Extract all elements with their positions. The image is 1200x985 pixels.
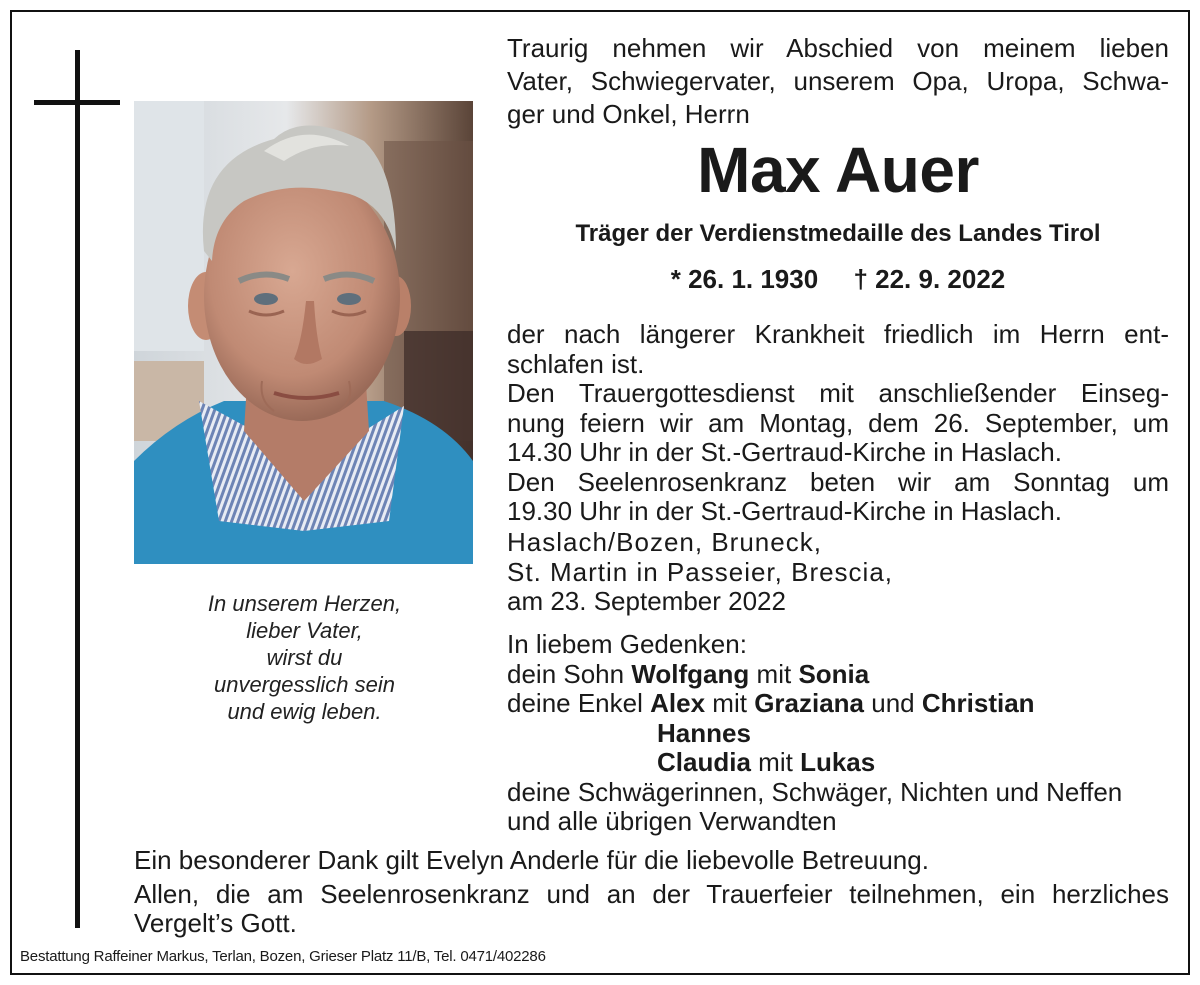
service-details bbox=[507, 320, 1169, 527]
obituary-notice bbox=[10, 10, 1190, 975]
grand-prefix: deine Enkel bbox=[507, 688, 643, 718]
grandchild-name: Hannes bbox=[657, 717, 751, 748]
body-line: 14.30 Uhr in der St.-Gertraud-Kirche in Haslach. bbox=[507, 437, 1062, 467]
mourner-relatives: deine Schwägerinnen, Schwäger, Nichten und Neffen bbox=[507, 776, 1123, 807]
cross-horizontal-bar bbox=[34, 100, 120, 105]
thanks-text bbox=[134, 846, 1169, 939]
body-line: schlafen ist. bbox=[507, 348, 645, 379]
quote-line: und ewig leben. bbox=[227, 699, 382, 724]
mourner-grandchildren bbox=[507, 689, 1169, 719]
son-prefix: dein Sohn bbox=[507, 658, 625, 689]
place-line: St. Martin in Passeier, Brescia, bbox=[507, 556, 894, 587]
body-line: Den Trauergottesdienst mit anschließender Einseg- bbox=[507, 378, 1169, 408]
son-partner-name: Sonia bbox=[798, 658, 870, 689]
body-line: 19.30 Uhr in der St.-Gertraud-Kirche in Haslach. bbox=[507, 496, 1062, 526]
mourner-grandchild bbox=[507, 748, 1169, 778]
birth-date: * 26. 1. 1930 bbox=[670, 264, 819, 294]
grand-and: und bbox=[871, 688, 915, 718]
intro-line: ger und Onkel, Herrn bbox=[507, 99, 750, 129]
mourner-grandchild bbox=[507, 719, 1169, 749]
life-dates bbox=[507, 262, 1169, 296]
intro-line: Traurig nehmen wir Abschied von meinem lieben bbox=[507, 33, 1169, 63]
quote-line: wirst du bbox=[266, 645, 343, 670]
body-line: der nach längerer Krankheit friedlich im Herrn ent- bbox=[507, 319, 1169, 349]
place-line: Haslach/Bozen, Bruneck, bbox=[507, 527, 822, 557]
cross-vertical-bar bbox=[75, 50, 80, 928]
place-and-date bbox=[507, 528, 1169, 617]
body-line: Den Seelenrosenkranz beten wir am Sonntag um bbox=[507, 466, 1169, 497]
grandchild-name: Claudia bbox=[657, 747, 751, 777]
mourner-others: und alle übrigen Verwandten bbox=[507, 806, 837, 836]
portrait-photo bbox=[134, 101, 473, 564]
grandchild-partner-name: Graziana bbox=[754, 688, 865, 718]
mourners-list bbox=[507, 630, 1169, 837]
honor-line: Träger der Verdienstmedaille des Landes Tirol bbox=[575, 220, 1101, 247]
body-line: nung feiern wir am Montag, dem 26. September, um bbox=[507, 407, 1169, 438]
memory-heading: In liebem Gedenken: bbox=[507, 629, 747, 659]
date-line: am 23. September 2022 bbox=[507, 586, 786, 616]
grand-with: mit bbox=[758, 747, 793, 777]
memorial-quote bbox=[162, 590, 447, 725]
death-date: † 22. 9. 2022 bbox=[853, 264, 1006, 294]
son-with: mit bbox=[756, 658, 792, 689]
funeral-home-footer: Bestattung Raffeiner Markus, Terlan, Bozen, Grieser Platz 11/B, Tel. 0471/402286 bbox=[20, 948, 546, 965]
grand-with: mit bbox=[712, 688, 747, 718]
deceased-name: Max Auer bbox=[697, 134, 979, 206]
thanks-line: Ein besonderer Dank gilt Evelyn Anderle für die liebevolle Betreuung. bbox=[134, 845, 929, 875]
son-name: Wolfgang bbox=[631, 658, 750, 689]
grandchild-partner-name: Lukas bbox=[800, 747, 876, 777]
thanks-line: Allen, die am Seelenrosenkranz und an der Trauerfeier teilnehmen, ein herzliches bbox=[134, 878, 1169, 909]
intro-line: Vater, Schwiegervater, unserem Opa, Uropa, Schwa- bbox=[507, 66, 1169, 96]
quote-line: In unserem Herzen, bbox=[207, 591, 402, 616]
mourner-son bbox=[507, 660, 1169, 690]
thanks-line: Vergelt’s Gott. bbox=[134, 908, 297, 938]
grandchild-name: Alex bbox=[650, 688, 706, 718]
quote-line: lieber Vater, bbox=[246, 618, 363, 643]
intro-text bbox=[507, 32, 1169, 131]
quote-line: unvergesslich sein bbox=[214, 672, 395, 697]
grandchild-name: Christian bbox=[921, 688, 1035, 718]
